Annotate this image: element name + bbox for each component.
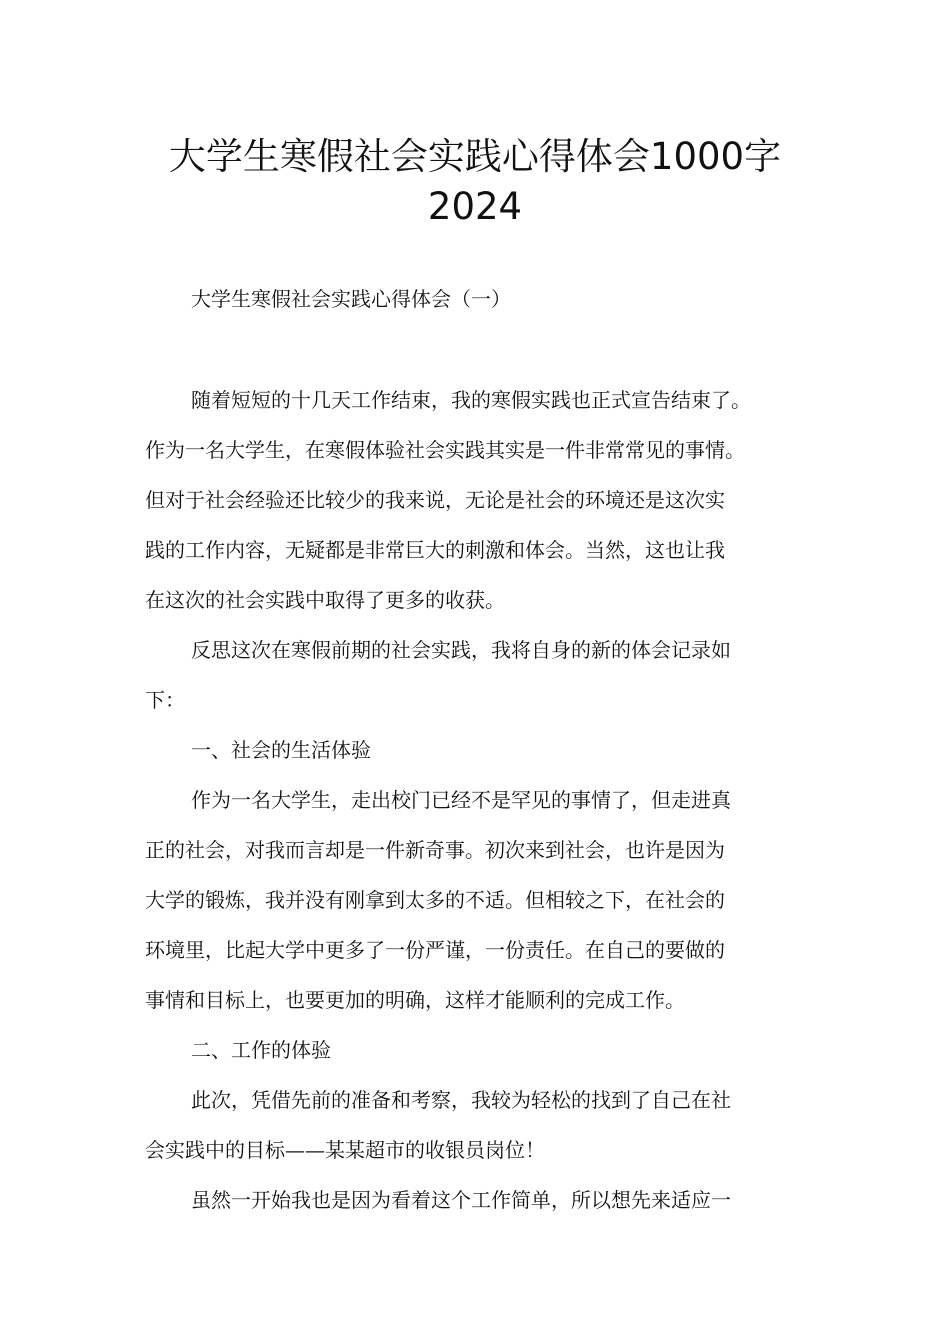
paragraph-line: 践的工作内容，无疑都是非常巨大的刺激和体会。当然，这也让我 bbox=[145, 538, 725, 562]
paragraph-line: 反思这次在寒假前期的社会实践，我将自身的新的体会记录如 bbox=[191, 638, 731, 662]
paragraph-line: 但对于社会经验还比较少的我来说，无论是社会的环境还是这次实 bbox=[145, 488, 725, 512]
document-title-line-1: 大学生寒假社会实践心得体会1000字 bbox=[168, 135, 782, 178]
paragraph-line: 正的社会，对我而言却是一件新奇事。初次来到社会，也许是因为 bbox=[145, 838, 725, 862]
paragraph-line: 会实践中的目标——某某超市的收银员岗位！ bbox=[145, 1138, 545, 1162]
section-heading: 一、社会的生活体验 bbox=[191, 738, 371, 762]
paragraph-line: 虽然一开始我也是因为看着这个工作简单，所以想先来适应一 bbox=[191, 1188, 731, 1212]
paragraph-line: 此次，凭借先前的准备和考察，我较为轻松的找到了自己在社 bbox=[191, 1088, 731, 1112]
paragraph-line: 作为一名大学生，在寒假体验社会实践其实是一件非常常见的事情。 bbox=[145, 438, 745, 462]
paragraph-line: 作为一名大学生，走出校门已经不是罕见的事情了，但走进真 bbox=[191, 788, 731, 812]
paragraph-line: 随着短短的十几天工作结束，我的寒假实践也正式宣告结束了。 bbox=[191, 388, 751, 412]
document-subtitle: 大学生寒假社会实践心得体会（一） bbox=[191, 287, 511, 311]
paragraph-line: 环境里，比起大学中更多了一份严谨，一份责任。在自己的要做的 bbox=[145, 938, 725, 962]
paragraph-line: 事情和目标上，也要更加的明确，这样才能顺利的完成工作。 bbox=[145, 988, 685, 1012]
paragraph-line: 大学的锻炼，我并没有刚拿到太多的不适。但相较之下，在社会的 bbox=[145, 888, 725, 912]
section-heading: 二、工作的体验 bbox=[191, 1038, 331, 1062]
paragraph-line: 下： bbox=[145, 688, 185, 712]
paragraph-line: 在这次的社会实践中取得了更多的收获。 bbox=[145, 588, 505, 612]
document-title-line-2: 2024 bbox=[427, 185, 523, 228]
